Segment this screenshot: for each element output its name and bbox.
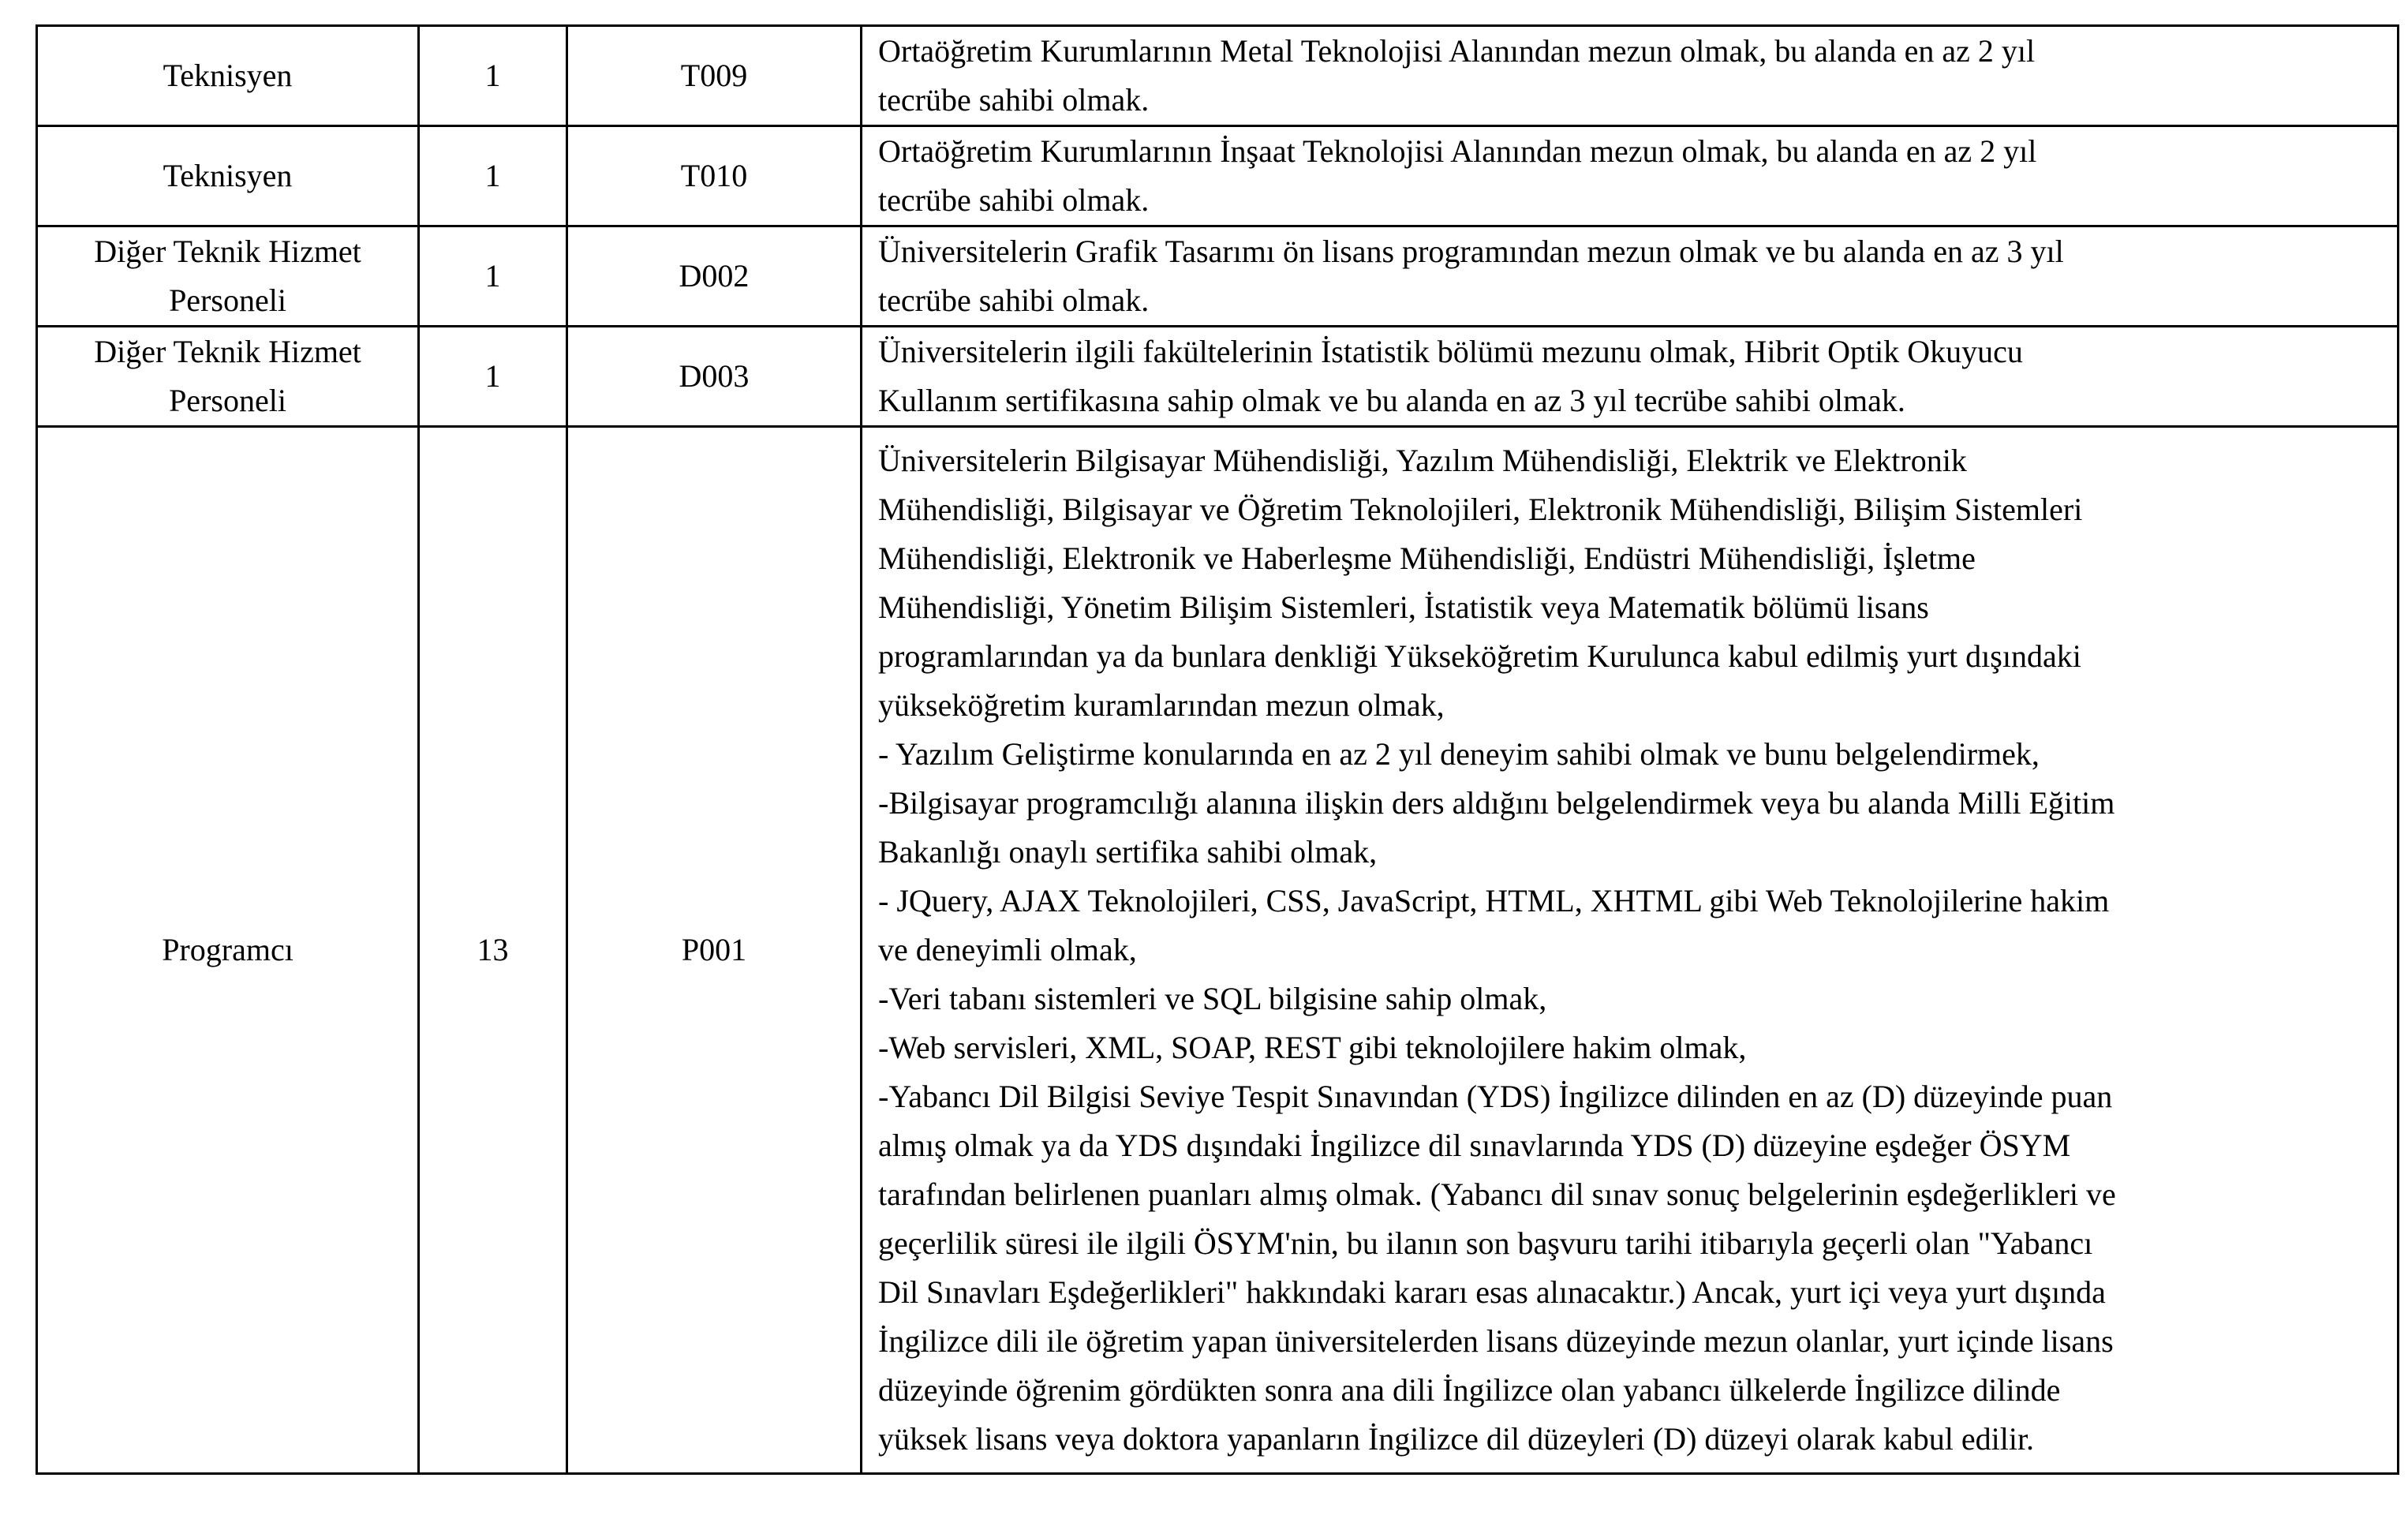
position-cell: [37, 427, 419, 1474]
table-row: [37, 226, 2399, 327]
requirement-line: Üniversitelerin ilgili fakültelerinin İstatistik bölümü mezunu olmak, Hibrit Optik Okuyucu: [878, 334, 2023, 369]
table-row: [37, 327, 2399, 427]
position-text-line: Diğer Teknik Hizmet: [94, 234, 361, 269]
position-text-line: Personeli: [169, 282, 286, 318]
code-cell: [567, 327, 862, 427]
requirement-line: -Veri tabanı sistemleri ve SQL bilgisine sahip olmak,: [878, 981, 1547, 1016]
position-text-line: Personeli: [169, 383, 286, 418]
requirement-line: Üniversitelerin Bilgisayar Mühendisliği, Yazılım Mühendisliği, Elektrik ve Elektronik: [878, 443, 1967, 478]
count-text: 1: [484, 258, 501, 294]
requirement-line: almış olmak ya da YDS dışındaki İngilizce dil sınavlarında YDS (D) düzeyine eşdeğer ÖSYM: [878, 1128, 2071, 1163]
requirement-line: tarafından belirlenen puanları almış olmak. (Yabancı dil sınav sonuç belgelerinin eşdeğerlikleri ve: [878, 1176, 2116, 1212]
requirement-line: - Yazılım Geliştirme konularında en az 2 yıl deneyim sahibi olmak ve bunu belgelendirmek,: [878, 736, 2040, 772]
requirement-line: Mühendisliği, Bilgisayar ve Öğretim Teknolojileri, Elektronik Mühendisliği, Bilişim Sistemleri: [878, 492, 2083, 527]
position-cell: [37, 327, 419, 427]
code-text: D003: [679, 358, 750, 394]
requirements-cell: [862, 427, 2399, 1474]
code-text: T009: [680, 58, 748, 93]
requirement-line: Bakanlığı onaylı sertifika sahibi olmak,: [878, 834, 1378, 870]
position-text: Programcı: [162, 932, 294, 967]
position-cell: [37, 226, 419, 327]
code-cell: [567, 226, 862, 327]
code-text: T010: [680, 158, 748, 193]
table-row: [37, 26, 2399, 126]
count-text: 1: [484, 58, 501, 93]
count-cell: [419, 427, 567, 1474]
requirement-line: Ortaöğretim Kurumlarının Metal Teknolojisi Alanından mezun olmak, bu alanda en az 2 yıl: [878, 33, 2036, 69]
requirement-line: programlarından ya da bunlara denkliği Yükseköğretim Kurulunca kabul edilmiş yurt dışındaki: [878, 638, 2081, 674]
requirement-line: tecrübe sahibi olmak.: [878, 82, 1150, 118]
position-text: Teknisyen: [163, 158, 293, 193]
requirement-line: Mühendisliği, Elektronik ve Haberleşme Mühendisliği, Endüstri Mühendisliği, İşletme: [878, 541, 1976, 576]
count-cell: [419, 226, 567, 327]
requirements-cell: [862, 226, 2399, 327]
count-text: 1: [484, 358, 501, 394]
requirement-line: düzeyinde öğrenim gördükten sonra ana dili İngilizce olan yabancı ülkelerde İngilizce dilinde: [878, 1372, 2061, 1408]
position-cell: [37, 26, 419, 126]
code-cell: [567, 126, 862, 226]
requirement-line: yüksek lisans veya doktora yapanların İngilizce dil düzeyleri (D) düzeyi olarak kabul edilir.: [878, 1421, 2035, 1457]
position-text-line: Diğer Teknik Hizmet: [94, 334, 361, 369]
requirement-line: tecrübe sahibi olmak.: [878, 282, 1150, 318]
count-cell: [419, 126, 567, 226]
requirement-line: geçerlilik süresi ile ilgili ÖSYM'nin, bu ilanın son başvuru tarihi itibarıyla geçerli olan "Yabancı: [878, 1225, 2093, 1261]
count-text: 13: [477, 932, 509, 967]
requirements-cell: [862, 26, 2399, 126]
requirements-cell: [862, 126, 2399, 226]
position-text: Teknisyen: [163, 58, 293, 93]
requirement-line: -Web servisleri, XML, SOAP, REST gibi teknolojilere hakim olmak,: [878, 1030, 1747, 1065]
requirement-line: Kullanım sertifikasına sahip olmak ve bu alanda en az 3 yıl tecrübe sahibi olmak.: [878, 383, 1905, 418]
job-requirements-table: [36, 24, 2399, 1475]
count-text: 1: [484, 158, 501, 193]
table-row: [37, 427, 2399, 1474]
table-row: [37, 126, 2399, 226]
requirement-line: Dil Sınavları Eşdeğerlikleri" hakkındaki kararı esas alınacaktır.) Ancak, yurt içi veya yurt dışında: [878, 1274, 2106, 1310]
requirement-line: -Yabancı Dil Bilgisi Seviye Tespit Sınavından (YDS) İngilizce dilinden en az (D) düzeyinde puan: [878, 1079, 2113, 1114]
requirement-line: Mühendisliği, Yönetim Bilişim Sistemleri, İstatistik veya Matematik bölümü lisans: [878, 589, 1929, 625]
code-text: P001: [681, 932, 747, 967]
requirement-line: Ortaöğretim Kurumlarının İnşaat Teknolojisi Alanından mezun olmak, bu alanda en az 2 yıl: [878, 133, 2037, 169]
code-text: D002: [679, 258, 750, 294]
position-cell: [37, 126, 419, 226]
requirement-line: -Bilgisayar programcılığı alanına ilişkin ders aldığını belgelendirmek veya bu alanda Milli Eğitim: [878, 785, 2115, 821]
requirement-line: İngilizce dili ile öğretim yapan üniversitelerden lisans düzeyinde mezun olanlar, yurt içinde lisans: [878, 1323, 2114, 1359]
code-cell: [567, 427, 862, 1474]
requirement-line: yükseköğretim kuramlarından mezun olmak,: [878, 687, 1445, 723]
count-cell: [419, 26, 567, 126]
requirement-line: ve deneyimli olmak,: [878, 932, 1137, 967]
requirements-cell: [862, 327, 2399, 427]
count-cell: [419, 327, 567, 427]
code-cell: [567, 26, 862, 126]
requirement-line: tecrübe sahibi olmak.: [878, 182, 1150, 218]
requirement-line: Üniversitelerin Grafik Tasarımı ön lisans programından mezun olmak ve bu alanda en az 3 yıl: [878, 234, 2064, 269]
requirement-line: - JQuery, AJAX Teknolojileri, CSS, JavaScript, HTML, XHTML gibi Web Teknolojilerine hakim: [878, 883, 2110, 918]
